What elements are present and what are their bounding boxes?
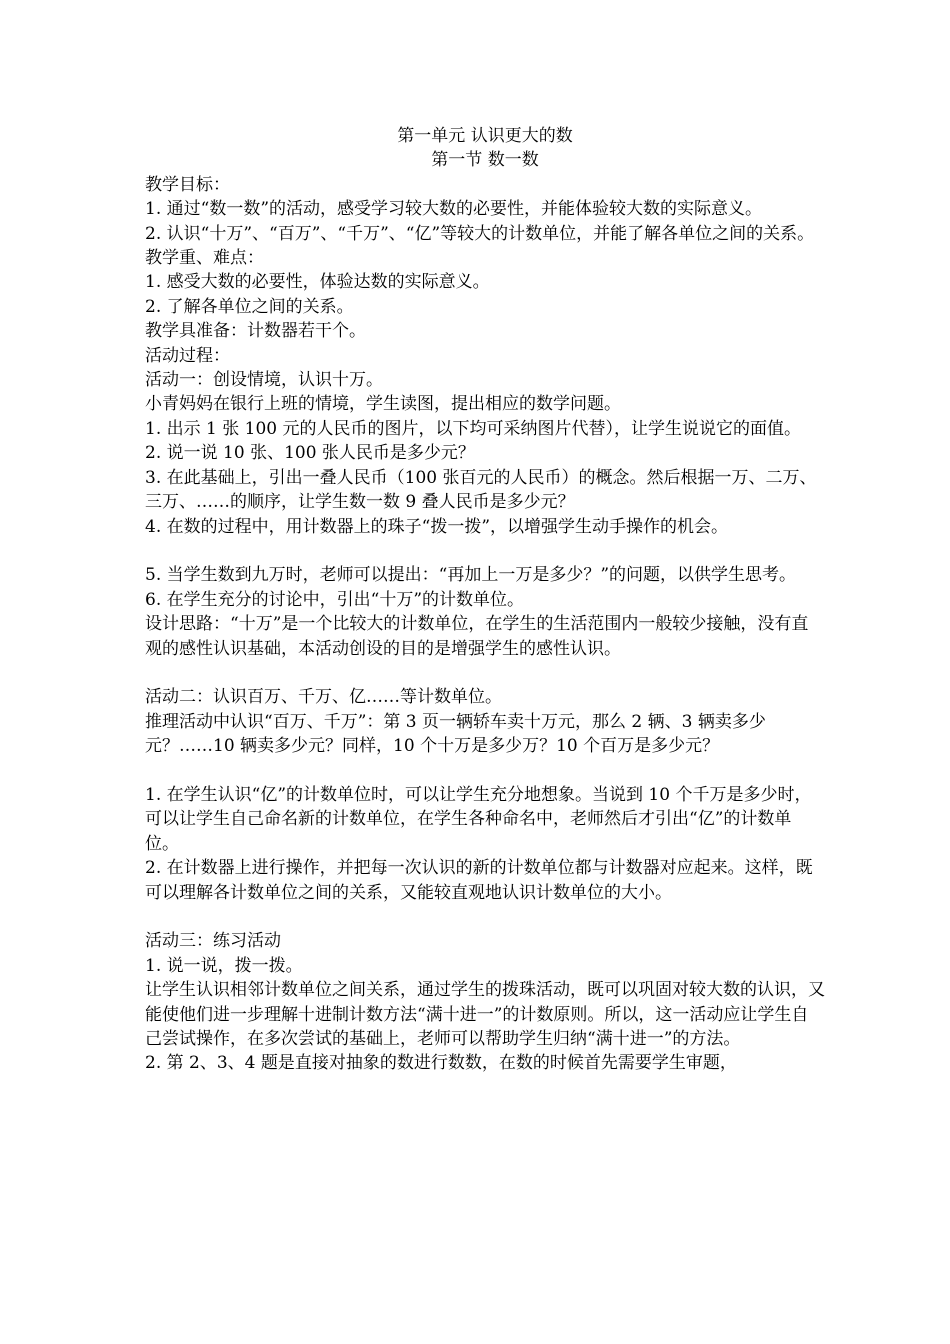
paragraph: 2. 了解各单位之间的关系。 [145, 296, 354, 317]
paragraph: 教学具准备：计数器若干个。 [145, 321, 366, 342]
paragraph: 4. 在数的过程中，用计数器上的珠子“拨一拨”，以增强学生动手操作的机会。 [145, 516, 729, 537]
blank-line [145, 539, 825, 563]
paragraph: 活动二：认识百万、千万、亿……等计数单位。 [145, 687, 502, 708]
paragraph: 活动过程： [145, 345, 230, 366]
blank-line [145, 661, 825, 685]
unit-title: 第一单元 认识更大的数 [397, 126, 573, 146]
section-title: 第一节 数一数 [431, 150, 539, 171]
paragraph: 让学生认识相邻计数单位之间关系，通过学生的拨珠活动，既可以巩固对较大数的认识，又能使他们进一步理解十进制计数方法“满十进一”的计数原则。所以，这一活动应让学生自己尝试操作，在多次尝试的基础上，老师可以帮助学生归纳“满十进一”的方法。 [145, 980, 825, 1049]
paragraph: 推理活动中认识“百万、千万”：第 3 页一辆轿车卖十万元，那么 2 辆、3 辆卖多少元？……10 辆卖多少元？同样，10 个十万是多少万？10 个百万是多少元？ [145, 711, 766, 757]
paragraph: 1. 感受大数的必要性，体验达数的实际意义。 [145, 272, 490, 293]
paragraph: 2. 认识“十万”、“百万”、“千万”、“亿”等较大的计数单位，并能了解各单位之间的关系。 [145, 223, 815, 244]
blank-line [145, 905, 825, 929]
paragraph: 1. 出示 1 张 100 元的人民币的图片，以下均可采纳图片代替），让学生说说它的面值。 [145, 418, 802, 439]
paragraph-list [145, 173, 825, 1076]
paragraph: 教学目标： [145, 174, 230, 195]
paragraph: 1. 通过“数一数”的活动，感受学习较大数的必要性，并能体验较大数的实际意义。 [145, 199, 763, 220]
paragraph: 设计思路：“十万”是一个比较大的计数单位，在学生的生活范围内一般较少接触，没有直观的感性认识基础，本活动创设的目的是增强学生的感性认识。 [145, 614, 809, 659]
paragraph: 6. 在学生充分的讨论中，引出“十万”的计数单位。 [145, 589, 525, 610]
paragraph: 2. 说一说 10 张、100 张人民币是多少元？ [145, 443, 475, 464]
paragraph: 5. 当学生数到九万时，老师可以提出：“再加上一万是多少？”的问题，以供学生思考。 [145, 565, 797, 586]
paragraph: 1. 在学生认识“亿”的计数单位时，可以让学生充分地想象。当说到 10 个千万是多少时，可以让学生自己命名新的计数单位，在学生各种命名中，老师然后才引出“亿”的计数单位。 [145, 784, 812, 854]
paragraph: 教学重、难点： [145, 248, 264, 269]
paragraph: 活动一：创设情境，认识十万。 [145, 370, 383, 391]
paragraph: 小青妈妈在银行上班的情境，学生读图，提出相应的数学问题。 [145, 394, 621, 415]
document-body [145, 124, 825, 1076]
paragraph: 2. 第 2、3、4 题是直接对抽象的数进行数数，在数的时候首先需要学生审题， [145, 1053, 737, 1074]
paragraph: 3. 在此基础上，引出一叠人民币（100 张百元的人民币）的概念。然后根据一万、二万、三万、……的顺序，让学生数一数 9 叠人民币是多少元？ [145, 467, 817, 513]
paragraph: 1. 说一说，拨一拨。 [145, 955, 303, 976]
paragraph: 活动三：练习活动 [145, 931, 281, 952]
blank-line [145, 759, 825, 783]
paragraph: 2. 在计数器上进行操作，并把每一次认识的新的计数单位都与计数器对应起来。这样，既可以理解各计数单位之间的关系，又能较直观地认识计数单位的大小。 [145, 858, 813, 903]
